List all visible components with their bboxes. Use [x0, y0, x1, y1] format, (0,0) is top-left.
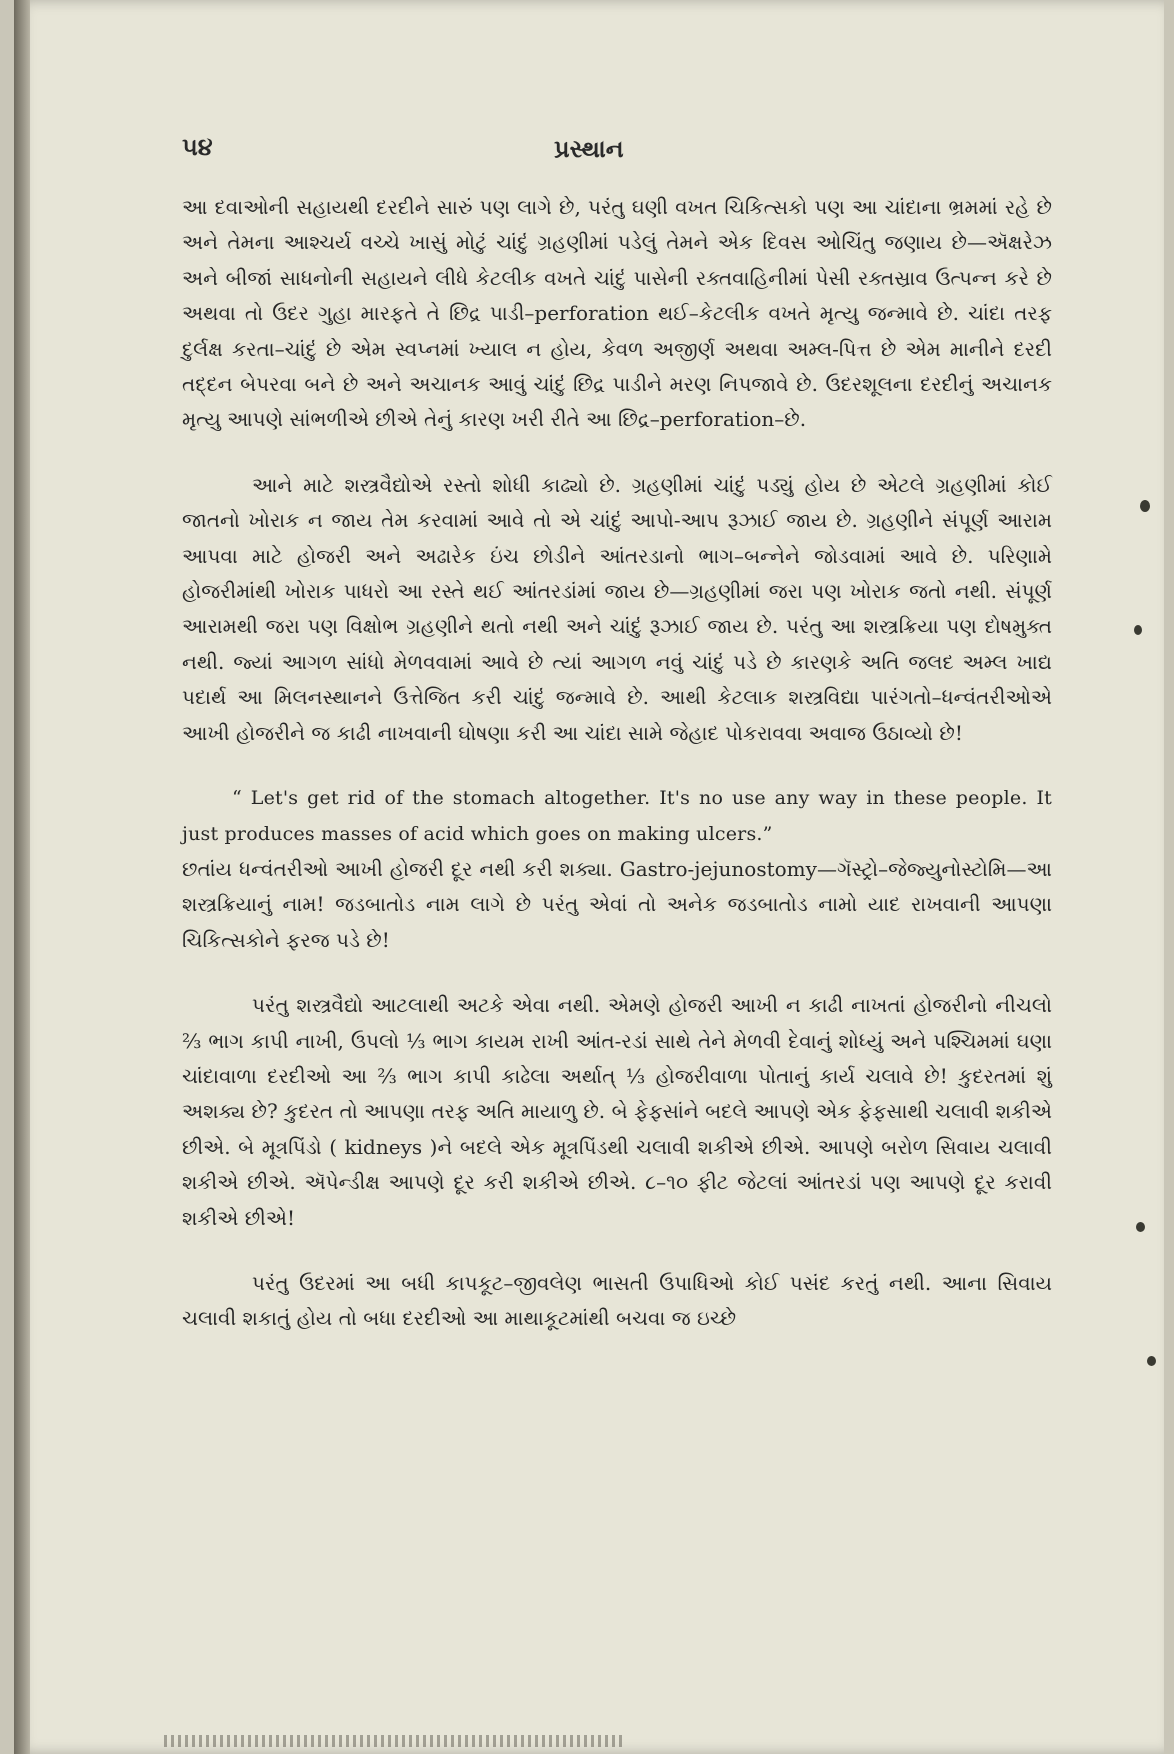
paragraph-partial-gastrectomy: પરંતુ શસ્ત્રવૈદ્યો આટલાથી અટકે એવા નથી. એમણે હોજરી આખી ન કાઢી નાખતાં હોજરીનો નીચલો ⅔ ભાગ કાપી નાખી, ઉપલો ⅓ ભાગ કાયમ રાખી આંત-રડાં સાથે તેને મેળવી દેવાનું શોધ્યું અને પશ્ચિમમાં ઘણા ચાંદાવાળા દરદીઓ આ ⅔ ભાગ કાપી કાઢેલા અર્થાત્ ⅓ હોજરીવાળા પોતાનું કાર્ય ચલાવે છે! કુદરતમાં શું અશક્ય છે? કુદરત તો આપણા તરફ અતિ માયાળુ છે. બે ફેફસાંને બદલે આપણે એક ફેફસાથી ચલાવી શકીએ છીએ. બે મૂત્રપિંડો ( kidneys )ને બદલે એક મૂત્રપિંડથી ચલાવી શકીએ છીએ. આપણે બરોળ સિવાય ચલાવી શકીએ છીએ. ઍપેન્ડીક્ષ આપણે દૂર કરી શકીએ છીએ. ૮–૧૦ ફીટ જેટલાં આંતરડાં પણ આપણે દૂર કરાવી શકીએ છીએ! [182, 993, 1052, 1230]
page-body [182, 190, 1052, 1367]
page-number: ૫૪ [182, 132, 213, 161]
book-page [14, 0, 1164, 1754]
paragraph-gastro-jejunostomy: છતાંય ધન્વંતરીઓ આખી હોજરી દૂર નથી કરી શક્યા. Gastro-jejunostomy—ગૅસ્ટ્રો–જેજ્યુનોસ્ટોમિ—આ શસ્ત્રક્રિયાનું નામ! જડબાતોડ નામ લાગે છે પરંતુ એવાં તો અનેક જડબાતોડ નામો યાદ રાખવાની આપણા ચિકિત્સકોને ફરજ પડે છે! [182, 856, 1052, 952]
margin-speck [1140, 500, 1150, 512]
paragraph-surgery-remedy: આને માટે શસ્ત્રવૈદ્યોએ રસ્તો શોધી કાઢ્યો છે. ગ્રહણીમાં ચાંદું પડ્યું હોય છે એટલે ગ્રહણીમાં કોઈ જાતનો ખોરાક ન જાય તેમ કરવામાં આવે તો એ ચાંદું આપો-આપ રૂઝાઈ જાય છે. ગ્રહણીને સંપૂર્ણ આરામ આપવા માટે હોજરી અને અઢારેક ઇંચ છોડીને આંતરડાનો ભાગ–બન્નેને જોડવામાં આવે છે. પરિણામે હોજરીમાંથી ખોરાક પાધરો આ રસ્તે થઈ આંતરડાંમાં જાય છે—ગ્રહણીમાં જરા પણ ખોરાક જતો નથી. સંપૂર્ણ આરામથી જરા પણ વિક્ષોભ ગ્રહણીને થતો નથી અને ચાંદું રૂઝાઈ જાય છે. પરંતુ આ શસ્ત્રક્રિયા પણ દોષમુક્ત નથી. જ્યાં આગળ સાંધો મેળવવામાં આવે છે ત્યાં આગળ નવું ચાંદું પડે છે કારણકે અતિ જલદ અમ્લ ખાદ્ય પદાર્થ આ મિલનસ્થાનને ઉત્તેજિત કરી ચાંદું જન્માવે છે. આથી કેટલાક શસ્ત્રવિદ્યા પારંગતો–ધન્વંતરીઓએ આખી હોજરીને જ કાઢી નાખવાની ઘોષણા કરી આ ચાંદા સામે જેહાદ પોકરાવવા અવાજ ઉઠાવ્યો છે! [182, 472, 1052, 745]
running-title: પ્રસ્થાન [554, 134, 624, 163]
margin-speck [1136, 1222, 1145, 1232]
paragraph-perforation: આ દવાઓની સહાયથી દરદીને સારું પણ લાગે છે, પરંતુ ઘણી વખત ચિકિત્સકો પણ આ ચાંદાના ભ્રમમાં રહે છે અને તેમના આશ્ચર્ય વચ્ચે ખાસું મોટું ચાંદું ગ્રહણીમાં પડેલું તેમને એક દિવસ ઓચિંતુ જણાય છે—ઍક્ષરેઝ અને બીજાં સાધનોની સહાયને લીધે કેટલીક વખતે ચાંદું પાસેની રક્તવાહિનીમાં પેસી રક્તસ્રાવ ઉત્પન્ન કરે છે અથવા તો ઉદર ગુહા મારફતે તે છિદ્ર પાડી–perforation થઈ–કેટલીક વખતે મૃત્યુ જન્માવે છે. ચાંદા તરફ દુર્લક્ષ કરતા–ચાંદું છે એમ સ્વપ્નમાં ખ્યાલ ન હોય, કેવળ અજીર્ણ અથવા અમ્લ-પિત્ત છે એમ માનીને દરદી તદ્દન બેપરવા બને છે અને અચાનક આવું ચાંદું છિદ્ર પાડીને મરણ નિપજાવે છે. ઉદરશૂલના દરદીનું અચાનક મૃત્યુ આપણે સાંભળીએ છીએ તેનું કારણ ખરી રીતે આ છિદ્ર–perforation–છે. [182, 195, 1052, 432]
page-header [14, 132, 1164, 172]
margin-speck [1134, 625, 1142, 635]
page-binding-edge [14, 0, 30, 1754]
margin-speck [1147, 1356, 1156, 1366]
paragraph-conclusion: પરંતુ ઉદરમાં આ બધી કાપકૂટ–જીવલેણ ભાસતી ઉપાધિઓ કોઈ પસંદ કરતું નથી. આના સિવાય ચલાવી શકાતું હોય તો બધા દરદીઓ આ માથાકૂટમાંથી બચવા જ ઇચ્છે [182, 1270, 1052, 1331]
english-quote: “ Let's get rid of the stomach altogether. It's no use any way in these people. It just produces masses of acid which goes on making ulcers.” [182, 787, 1052, 845]
bottom-smudge [164, 1735, 624, 1747]
